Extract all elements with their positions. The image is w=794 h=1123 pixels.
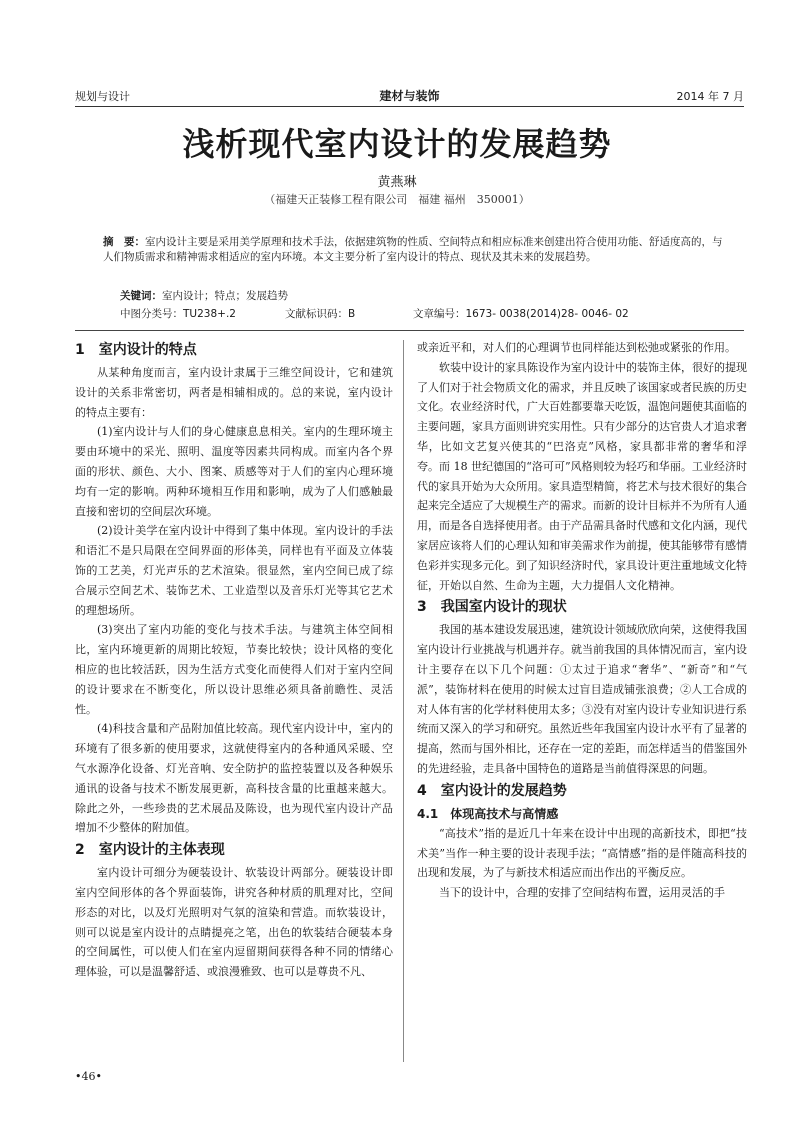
section-3-heading: 3 我国室内设计的现状 bbox=[417, 599, 567, 616]
paragraph: 我国的基本建设发展迅速，建筑设计领域欣欣向荣，这使得我国室内设计行业挑战与机遇并存。就当前我国的具体情况而言，室内设计主要存在以下几个问题：①太过于追求“奢华”、“新奇”和“气派”，装饰材料在使用的时候太过盲目造成铺张浪费；②人工合成的对人体有害的化学材料使用太多；③没有对室内设计专业知识进行系统而又深入的学习和研究。虽然近些年我国室内设计水平有了显著的提高，然而与国外相比，还存在一定的差距，而怎样适当的借鉴国外的先进经验，走具备中国特色的道路是当前值得深思的问题。 bbox=[417, 623, 747, 775]
abstract-rule bbox=[75, 330, 744, 331]
paragraph: “高技术”指的是近几十年来在设计中出现的高新技术，即把“技术美”当作一种主要的设计表现手法；“高情感”指的是伴随高科技的出现和发展，为了与新技术相适应而出作出的平衡反应。 bbox=[417, 826, 747, 880]
article-number: 文章编号：1673- 0038(2014)28- 0046- 02 bbox=[413, 308, 629, 320]
page-number: •46• bbox=[75, 1070, 102, 1083]
right-column bbox=[417, 338, 747, 903]
paragraph: (4)科技含量和产品附加值比较高。现代室内设计中，室内的环境有了很多新的使用要求，这就使得室内的各种通风采暖、空气水源净化设备、灯光音响、安全防护的监控装置以及各种娱乐通讯的设备与技术不断发展更新，高科技含量的比重越来越大。除此之外，一些珍贵的艺术展品及陈设，也为现代室内设计产品增加不少整体的附加值。 bbox=[75, 722, 393, 835]
paragraph: (3)突出了室内功能的变化与技术手法。与建筑主体空间相比，室内环境更新的周期比较短，节奏比较快；设计风格的变化相应的也比较活跃，因为生活方式变化而使得人们对于室内空间的设计要求在不断变化，所以设计思维必须具备前瞻性、灵活性。 bbox=[75, 623, 393, 716]
clc-number: 中图分类号：TU238+.2 bbox=[120, 308, 236, 320]
paragraph: 软装中设计的家具陈设作为室内设计中的装饰主体，很好的提现了人们对于社会物质文化的需求，并且反映了该国家或者民族的历史文化。农业经济时代，广大百姓都要靠天吃饭，温饱问题使其面临的主要问题，家具方面则讲究实用性。只有少部分的达官贵人才追求奢华，比如文艺复兴使其的“巴洛克”风格，家具都非常的奢华和浮夸。而 18 世纪德国的“洛可可”风格则较为轻巧和华丽。工业经济时代的家具开始为大众所用。家具造型精简，将艺术与技术很好的集合起来完全适应了大规模生产的需求。而新的设计目标并不为所有人通用，而是各自选择使用者。由于产品需具备时代感和文化内涵，现代家居应该将人们的心理认知和审美需求作为前提，使其能够带有感情色彩并实现多元化。到了知识经济时代，家具设计更注重地域文化特征，开始以自然、生命为主题，大力提倡人文化精神。 bbox=[417, 360, 747, 592]
section-4-heading: 4 室内设计的发展趋势 bbox=[417, 782, 567, 799]
paper-title: 浅析现代室内设计的发展趋势 bbox=[182, 125, 612, 163]
keywords bbox=[120, 288, 731, 303]
keywords-text: 室内设计；特点；发展趋势 bbox=[162, 290, 288, 302]
abstract-label: 摘 要： bbox=[103, 236, 145, 248]
abstract bbox=[103, 235, 731, 265]
affiliation: （福建天正装修工程有限公司 福建 福州 350001） bbox=[264, 193, 530, 206]
paragraph: 室内设计可细分为硬装设计、软装设计两部分。硬装设计即室内空间形体的各个界面装饰，讲究各种材质的肌理对比，空间形态的对比，以及灯光照明对气氛的渲染和营造。而软装设计，则可以说是室内设计的点睛提亮之笔，出色的软装结合硬装本身的空间属性，可以使人们在室内逗留期间获得各种不同的情绪心理体验，可以是温馨舒适、或浪漫雅致、也可以是尊贵不凡、 bbox=[75, 866, 393, 979]
header-rule bbox=[75, 106, 744, 107]
paragraph: (2)设计美学在室内设计中得到了集中体现。室内设计的手法和语汇不是只局限在空间界面的形体美，同样也有平面及立体装饰的工艺美，灯光声乐的艺术渲染。很显然，室内空间已成了综合展示空间艺术、装饰艺术、工业造型以及音乐灯光等其它艺术的理想场所。 bbox=[75, 524, 393, 617]
header-journal: 建材与装饰 bbox=[379, 89, 440, 103]
left-column bbox=[75, 338, 393, 982]
column-divider bbox=[403, 340, 404, 1062]
header-date: 2014 年 7 月 bbox=[676, 90, 744, 103]
paragraph-continued: 或亲近平和，对人们的心理调节也同样能达到松弛或紧张的作用。 bbox=[417, 341, 736, 354]
paragraph: 当下的设计中，合理的安排了空间结构布置，运用灵活的手 bbox=[439, 886, 725, 900]
abstract-text: 室内设计主要是采用美学原理和技术手法，依据建筑物的性质、空间特点和相应标准来创建出符合使用功能、舒适度高的，与人们物质需求和精神需求相适应的室内环境。本文主要分析了室内设计的特点、现状及其未来的发展趋势。 bbox=[103, 236, 723, 263]
author: 黄燕琳 bbox=[377, 175, 417, 190]
section-1-heading: 1 室内设计的特点 bbox=[75, 342, 197, 358]
paragraph: (1)室内设计与人们的身心健康息息相关。室内的生理环境主要由环境中的采光、照明、温度等因素共同构成。而室内各个界面的形状、颜色、大小、图案、质感等对于人们的室内心理环境均有一定的影响。两种环境相互作用和影响，成为了人们感触最直接和密切的空间层次环境。 bbox=[75, 425, 393, 518]
header-section: 规划与设计 bbox=[75, 90, 130, 103]
running-header bbox=[75, 88, 744, 104]
paragraph: 从某种角度而言，室内设计隶属于三维空间设计，它和建筑设计的关系非常密切，两者是相辅相成的。总的来说，室内设计的特点主要有： bbox=[75, 366, 393, 419]
section-2-heading: 2 室内设计的主体表现 bbox=[75, 842, 225, 859]
document-code: 文献标识码：B bbox=[285, 308, 356, 320]
keywords-label: 关键词： bbox=[120, 290, 162, 302]
subsection-4-1-heading: 4.1 体现高技术与高情感 bbox=[417, 806, 559, 821]
